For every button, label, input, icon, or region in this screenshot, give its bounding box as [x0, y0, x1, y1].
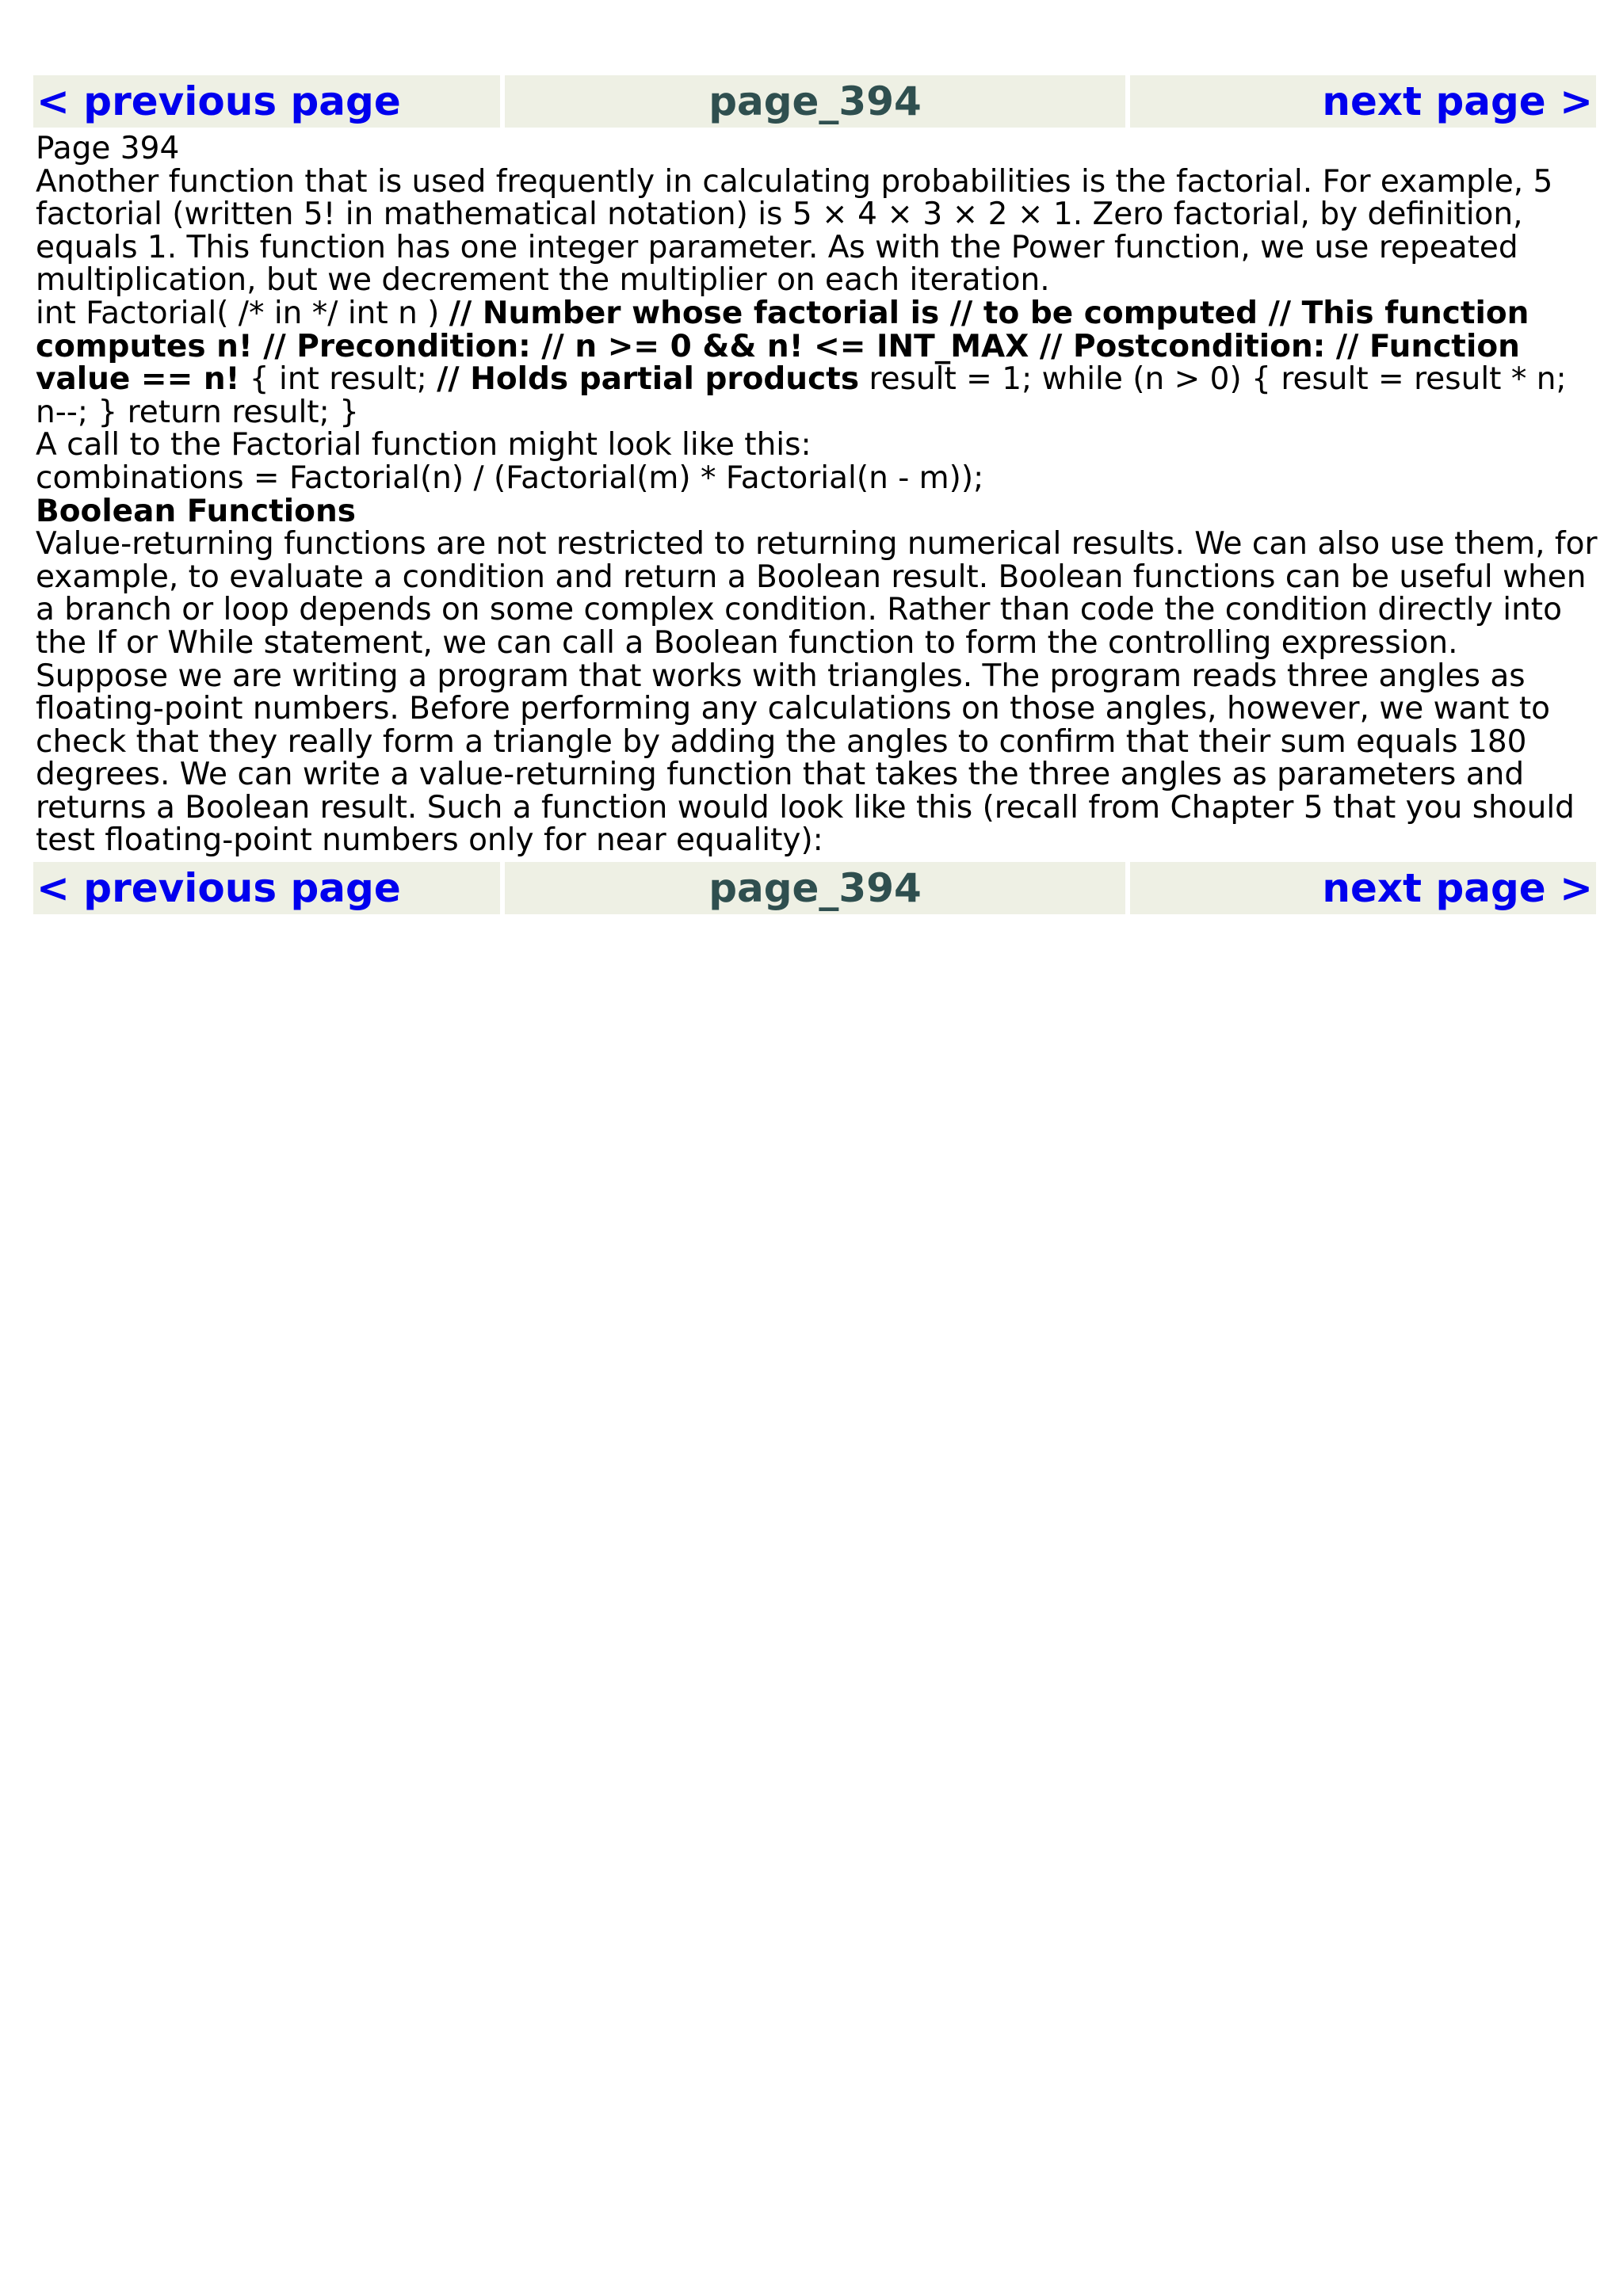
call-code-line: combinations = Factorial(n) / (Factorial(m) * Factorial(n - m)); — [36, 460, 984, 496]
section-heading — [36, 495, 1601, 528]
code-comment-header: // Number whose factorial is // to be computed // This function computes n! // Precondition: // n >= 0 && n! <= INT_MAX // Postcondition: // Function value == n! — [36, 295, 1529, 398]
bottom-nav-prev-cell — [33, 862, 500, 914]
boolean-paragraph-1: Value-returning functions are not restricted to returning numerical results. We can also use them, for example, to evaluate a condition and return a Boolean result. Boolean functions can be useful when a branch or loop depends on some complex condition. Rather than code the condition directly into the If or While statement, we can call a Boolean function to form the controlling expression. — [36, 526, 1598, 661]
factorial-code-block — [36, 297, 1601, 429]
code-loop-body: result = 1; while (n > 0) { result = result * n; n--; } return result; } — [36, 361, 1567, 430]
top-previous-page-link[interactable]: < previous page — [36, 78, 401, 124]
top-page-name: page_394 — [708, 78, 922, 124]
bottom-next-page-link[interactable]: next page > — [1322, 865, 1593, 912]
section-heading-text: Boolean Functions — [36, 493, 356, 529]
code-declaration: { int result; — [239, 361, 437, 398]
bottom-page-name-cell — [505, 862, 1125, 914]
page-content — [33, 75, 1601, 914]
boolean-paragraph-2: Suppose we are writing a program that works with triangles. The program reads three angles as floating-point numbers. Before performing any calculations on those angles, however, we want to check that they really form a triangle by adding the angles to confirm that their sum equals 180 degrees. We can write a value-returning function that takes the three angles as parameters and returns a Boolean result. Such a function would look like this (recall from Chapter 5 that you should test floating-point numbers only for near equality): — [36, 658, 1575, 859]
bottom-page-name: page_394 — [708, 865, 922, 912]
page-number: Page 394 — [36, 131, 180, 166]
code-signature: int Factorial( /* in */ int n ) — [36, 295, 449, 331]
top-page-name-cell — [505, 75, 1125, 128]
top-navigation-bar — [33, 75, 1601, 128]
bottom-previous-page-link[interactable]: < previous page — [36, 865, 401, 912]
code-comment-partial-products: // Holds partial products — [437, 361, 860, 398]
page-body — [33, 132, 1601, 857]
bottom-navigation-bar — [33, 862, 1601, 914]
top-next-page-link[interactable]: next page > — [1322, 78, 1593, 124]
top-nav-prev-cell — [33, 75, 500, 128]
top-nav-next-cell — [1130, 75, 1596, 128]
intro-paragraph: Another function that is used frequently in calculating probabilities is the factorial. For example, 5 factorial (written 5! in mathematical notation) is 5 × 4 × 3 × 2 × 1. Zero factorial, by definition, equals 1. This function has one integer parameter. As with the Power function, we use repeated multiplication, but we decrement the multiplier on each iteration. — [36, 163, 1553, 299]
bottom-nav-next-cell — [1130, 862, 1596, 914]
call-intro-text: A call to the Factorial function might look like this: — [36, 427, 812, 463]
